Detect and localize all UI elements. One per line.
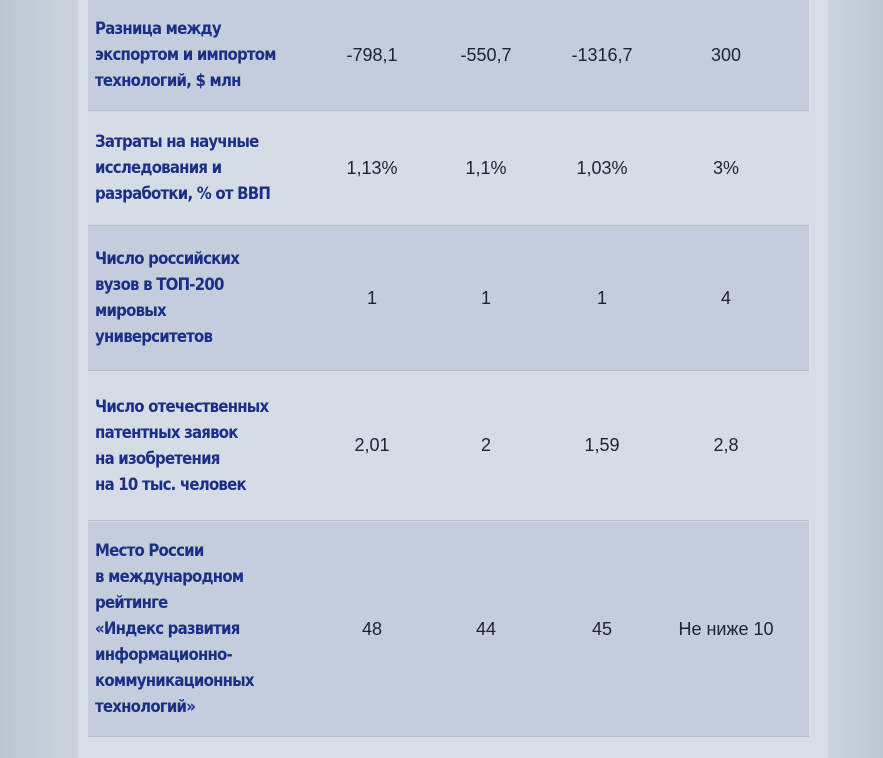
value-cell: 48 <box>361 618 383 639</box>
value-cell: 2 <box>480 435 491 455</box>
value-cell: 1 <box>596 287 607 308</box>
table-row <box>88 226 809 371</box>
value-cell: -550,7 <box>460 44 512 65</box>
value-cell: 1,03% <box>576 157 628 178</box>
row-label: Число отечественных патентных заявок на изобретения на 10 тыс. человек <box>95 396 269 495</box>
value-cell: -1316,7 <box>571 44 633 65</box>
value-cell: 4 <box>720 287 731 308</box>
row-label: Место России в международном рейтинге «Индекс развития информационно- коммуникационных технологий» <box>95 541 254 717</box>
value-cell: 2,01 <box>354 435 390 455</box>
row-label: Затраты на научные исследования и разработки, % от ВВП <box>95 132 271 204</box>
indicators-table <box>88 0 809 737</box>
value-cell: 3% <box>712 157 739 178</box>
value-cell: 2,8 <box>713 435 739 455</box>
table-row <box>88 111 809 226</box>
value-cell: 1,59 <box>584 435 620 455</box>
value-cell: 1 <box>366 287 377 308</box>
value-cell: 45 <box>591 618 613 639</box>
value-cell: -798,1 <box>346 44 398 65</box>
table-row <box>88 522 809 737</box>
table-row <box>88 371 809 521</box>
row-label: Число российских вузов в ТОП-200 мировых университетов <box>95 249 240 347</box>
value-cell: 300 <box>710 44 742 65</box>
table-row <box>88 0 809 111</box>
value-cell: 1 <box>480 287 491 308</box>
row-label: Разница между экспортом и импортом технологий, $ млн <box>95 19 276 91</box>
value-cell: 44 <box>475 618 497 639</box>
value-cell: 1,1% <box>465 157 507 178</box>
value-cell: Не ниже 10 <box>678 618 774 639</box>
value-cell: 1,13% <box>346 157 398 178</box>
